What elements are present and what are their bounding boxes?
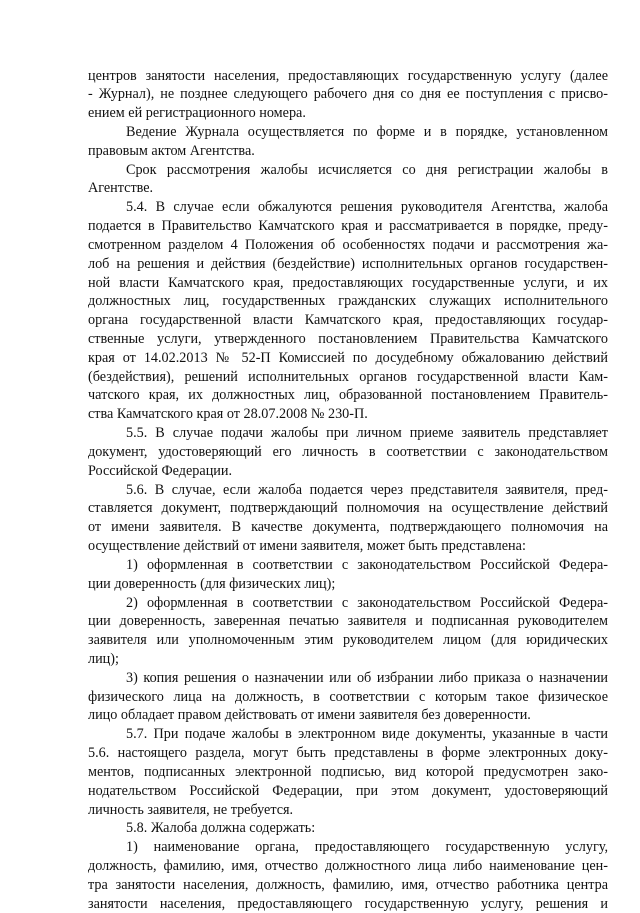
text-line: 1) оформленная в соответствии с законодательством Российской Федера- bbox=[126, 556, 608, 573]
text-line: ением ей регистрационного номера. bbox=[88, 105, 306, 122]
text-line: 5.6. В случае, если жалоба подается через представителя заявителя, пред- bbox=[126, 481, 608, 498]
text-line: документ, удостоверяющий его личность в соответствии с законодательством bbox=[88, 443, 608, 460]
text-line: лоб на решения и действия (бездействие) исполнительных органов государствен- bbox=[88, 255, 608, 272]
text-line: тра занятости населения, должность, фамилию, имя, отчество работника центра bbox=[88, 876, 608, 893]
text-line: центров занятости населения, предоставляющих государственную услугу (далее bbox=[88, 67, 608, 84]
text-line: 5.6. настоящего раздела, могут быть представлены в форме электронных доку- bbox=[88, 745, 608, 761]
text-line: ставляется документ, подтверждающий полномочия на осуществление действий bbox=[88, 500, 608, 517]
text-line: 2) оформленная в соответствии с законодательством Российской Федера- bbox=[126, 594, 608, 611]
text-line: от имени заявителя. В качестве документа, подтверждающего полномочия на bbox=[88, 519, 608, 536]
text-line: 5.8. Жалоба должна содержать: bbox=[126, 820, 316, 837]
text-line: Агентстве. bbox=[88, 180, 154, 197]
text-line: 1) наименование органа, предоставляющего государственную услугу, bbox=[126, 839, 608, 856]
text-line: (бездействия), решений исполнительных органов государственной власти Кам- bbox=[88, 368, 608, 385]
text-line: ственные услуги, утвержденного постановлением Правительства Камчатского bbox=[88, 331, 608, 347]
text-line: лицо обладает правом действовать от имени заявителя без доверенности. bbox=[88, 707, 531, 724]
text-line: физического лица на должность, в соответствии с которым такое физическое bbox=[88, 688, 608, 705]
text-line: занятости населения, предоставляющего государственную услугу, решения и bbox=[88, 895, 608, 912]
text-line: чатского края, их должностных лиц, образованной постановлением Правитель- bbox=[88, 387, 608, 404]
text-line: должностных лиц, государственных гражданских служащих исполнительного bbox=[88, 293, 608, 310]
text-line: заявителя или уполномоченным этим руководителем лицом (для юридических bbox=[88, 632, 608, 649]
text-line: нодательством Российской Федерации, при этом документ, удостоверяющий bbox=[88, 782, 608, 799]
text-line: ментов, подписанных электронной подписью, вид которой предусмотрен зако- bbox=[88, 763, 608, 780]
text-line: осуществление действий от имени заявителя, может быть представлена: bbox=[88, 538, 526, 554]
text-line: личность заявителя, не требуется. bbox=[88, 801, 294, 818]
text-line: 3) копия решения о назначении или об избрании либо приказа о назначении bbox=[126, 669, 608, 686]
text-line: 5.4. В случае если обжалуются решения руководителя Агентства, жалоба bbox=[126, 199, 608, 216]
text-line: 5.7. При подаче жалобы в электронном виде документы, указанные в части bbox=[126, 726, 608, 743]
text-line: смотренном разделом 4 Положения об особенностях подачи и рассмотрения жа- bbox=[88, 236, 608, 253]
text-line: органа государственной власти Камчатского края, предоставляющих государ- bbox=[88, 312, 608, 329]
text-line: Ведение Журнала осуществляется по форме и в порядке, установленном bbox=[126, 124, 608, 140]
text-line: ции доверенность, заверенная печатью заявителя и подписанная руководителем bbox=[88, 613, 608, 630]
text-line: Российской Федерации. bbox=[88, 462, 233, 479]
text-line: лиц); bbox=[88, 650, 119, 667]
text-line: правовым актом Агентства. bbox=[88, 142, 255, 159]
text-line: должность, фамилию, имя, отчество должностного лица либо наименование цен- bbox=[88, 857, 608, 874]
text-line: ции доверенность (для физических лиц); bbox=[88, 575, 336, 592]
text-line: подается в Правительство Камчатского края и рассматривается в порядке, преду- bbox=[88, 218, 608, 235]
text-line: - Журнал), не позднее следующего рабочего дня со дня ее поступления с присво- bbox=[88, 86, 608, 103]
text-line: ной власти Камчатского края, предоставляющих государственные услуги, и их bbox=[88, 274, 608, 291]
text-line: ства Камчатского края от 28.07.2008 № 230-П. bbox=[88, 406, 368, 423]
text-line: края от 14.02.2013 № 52-П Комиссией по досудебному обжалованию действий bbox=[88, 349, 608, 366]
text-line: 5.5. В случае подачи жалобы при личном приеме заявитель представляет bbox=[126, 425, 608, 442]
text-line: Срок рассмотрения жалобы исчисляется со дня регистрации жалобы в bbox=[126, 161, 608, 178]
